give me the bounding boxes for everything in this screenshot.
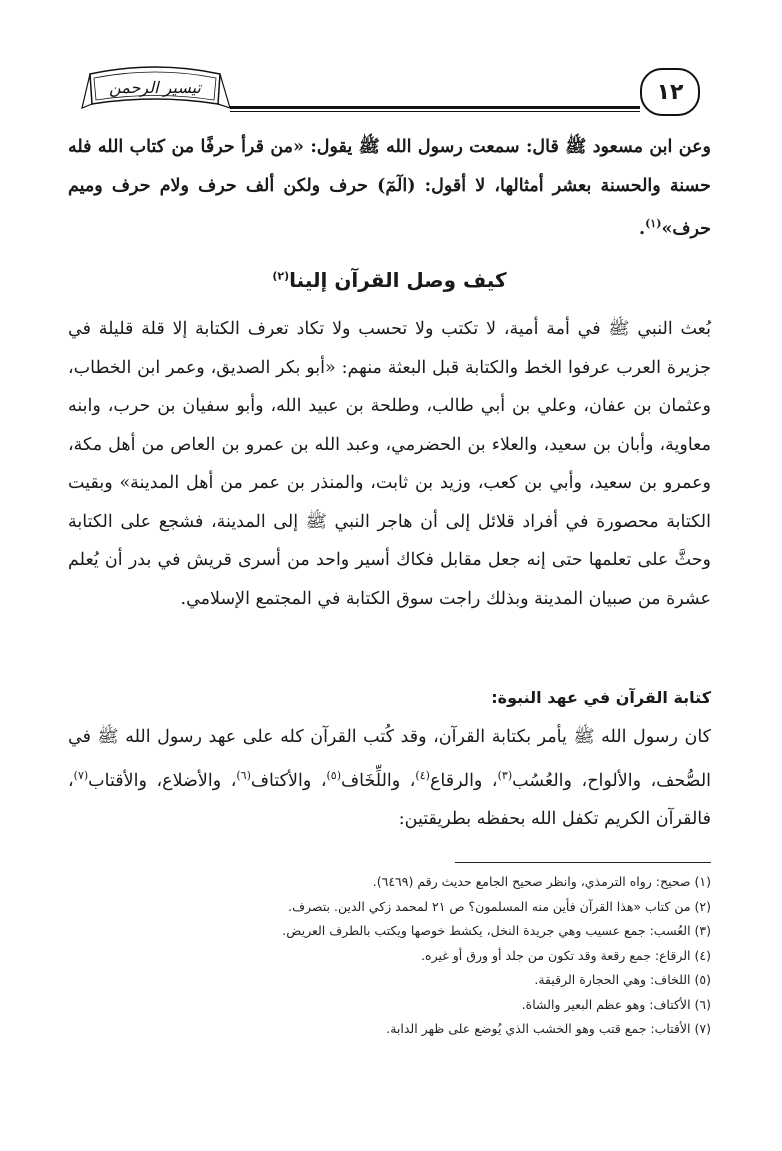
- footnote-5: (٥) اللخاف: وهي الحجارة الرقيقة.: [534, 972, 711, 987]
- footnote-divider: [455, 862, 711, 863]
- footnote-1: (١) صحيح: رواه الترمذي، وانظر صحيح الجامع حديث رقم (٦٤٦٩).: [372, 874, 711, 889]
- footnote-7: (٧) الأقتاب: جمع قتب وهو الخشب الذي يُوضع على ظهر الدابة.: [386, 1021, 711, 1036]
- sentence-end: .: [638, 218, 646, 239]
- header-rule: [230, 106, 640, 109]
- page-header: [80, 62, 700, 124]
- page-number: ١٢: [640, 68, 700, 116]
- footnote-3: (٣) العُسب: جمع عسيب وهي جريدة النخل، يكشط خوصها ويكتب بالطرف العريض.: [282, 923, 711, 938]
- paragraph-history: بُعث النبي ﷺ في أمة أمية، لا تكتب ولا تحسب ولا تكاد تعرف الكتابة إلا قلة قليلة في جزيرة العرب عرفوا الخط والكتابة قبل البعثة منهم: «أبو بكر الصديق، وعمر ابن الخطاب، وعثمان بن عفان، وعلي بن أبي طالب، وطلحة بن عبيد الله، وأبو سفيان بن حرب، وابنه معاوية، وأبان بن سعيد، والعلاء بن الحضرمي، وعبد الله بن عمرو بن العاص من أهل مكة، وعمرو بن سعيد، وأبي بن كعب، وزيد بن ثابت، والمنذر بن عمر من أهل المدينة» وبقيت الكتابة محصورة في أفراد قلائل إلى أن هاجر النبي ﷺ إلى المدينة، فشجع على الكتابة وحثَّ على تعلمها حتى إنه جعل مقابل فكاك أسير واحد من أسرى قريش في بدر أن يُعلم عشرة من صبيان المدينة وبذلك راجت سوق الكتابة في المجتمع الإسلامي.: [68, 319, 711, 609]
- footnote-ref: (٤): [415, 768, 430, 782]
- text-run: ، فالقرآن الكريم تكفل الله بحفظه بطريقتين:: [68, 770, 711, 829]
- paragraph-writing: [68, 718, 711, 838]
- subheading: كتابة القرآن في عهد النبوة:: [491, 688, 711, 707]
- footnotes: [68, 870, 711, 1042]
- footnote-6: (٦) الأكتاف: وهو عظم البعير والشاة.: [521, 996, 711, 1012]
- footnote-4: (٤) الرقاع: جمع رقعة وقد تكون من جلد أو ورق أو غيره.: [421, 947, 711, 963]
- book-title-banner: [80, 64, 230, 110]
- book-title-text: تيسير الرحمن: [109, 78, 201, 97]
- hadith-body: سمعت رسول الله ﷺ يقول:: [303, 137, 520, 157]
- heading-text: كيف وصل القرآن إلينا: [289, 268, 507, 292]
- hadith-lead: وعن ابن مسعود ﷺ قال:: [519, 137, 711, 157]
- text-run: كان رسول الله ﷺ يأمر بكتابة القرآن، وقد كُتب القرآن كله على عهد رسول الله ﷺ في الصُّحف، والألواح، والعُسُب: [68, 727, 712, 791]
- text-run: ، والرقاع: [429, 770, 498, 791]
- text-run: ، واللِّخَاف: [341, 770, 416, 791]
- paragraph-hadith: [68, 128, 711, 248]
- text-run: ، والأضلاع، والأقتاب: [88, 770, 237, 791]
- hadith-quote: «من قرأ حرفًا من كتاب الله فله حسنة والحسنة بعشر أمثالها، لا أقول: (الٓمٓ) حرف ولكن ألف حرف ولام حرف وميم حرف»: [68, 137, 711, 239]
- footnote-ref: (٢): [272, 269, 290, 283]
- footnote-ref: (١): [645, 217, 662, 230]
- footnote-ref: (٥): [326, 768, 341, 782]
- section-heading: [68, 268, 711, 292]
- text-run: ، والأكتاف: [250, 770, 327, 791]
- header-rule-thin: [230, 111, 640, 112]
- footnote-2: (٢) من كتاب «هذا القرآن فأين منه المسلمون؟ ص ٢١ لمحمد زكي الدين. بتصرف.: [288, 898, 711, 914]
- footnote-ref: (٣): [497, 768, 513, 782]
- footnote-ref: (٧): [73, 768, 89, 782]
- footnote-ref: (٦): [236, 768, 251, 782]
